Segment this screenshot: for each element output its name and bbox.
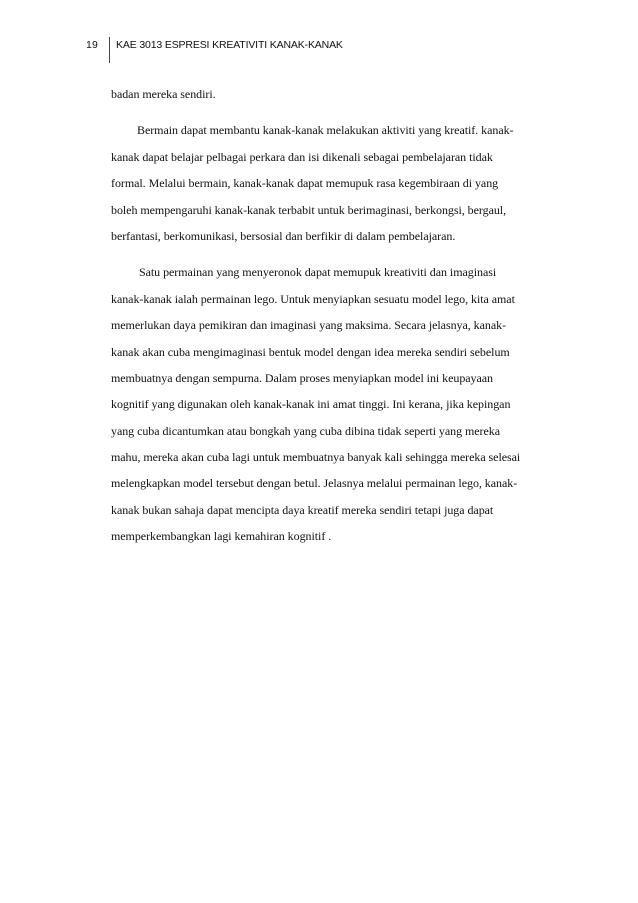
text-line: melengkapkan model tersebut dengan betul. Jelasnya melalui permainan lego, kanak- [111,476,518,491]
text-line: boleh mempengaruhi kanak-kanak terbabit untuk berimaginasi, berkongsi, bergaul, [111,202,507,217]
header-title: KAE 3013 ESPRESI KREATIVITI KANAK-KANAK [116,39,343,51]
paragraph-3 [111,259,541,549]
page-number: 19 [86,39,99,51]
paragraph-gap [111,249,541,259]
header-divider [109,37,110,63]
text-line: kanak akan cuba mengimaginasi bentuk model dengan idea mereka sendiri sebelum [111,344,510,359]
text-line: membuatnya dengan sempurna. Dalam proses menyiapkan model ini keupayaan [111,370,493,385]
text-line: Bermain dapat membantu kanak-kanak melakukan aktiviti yang kreatif. kanak- [137,123,514,138]
paragraph-gap [111,107,541,117]
text-line: berfantasi, berkomunikasi, bersosial dan berfikir di dalam pembelajaran. [111,228,456,243]
paragraph-2 [111,117,541,249]
text-line: kognitif yang digunakan oleh kanak-kanak ini amat tinggi. Ini kerana, jika kepingan [111,397,511,412]
text-line: yang cuba dicantumkan atau bongkah yang cuba dibina tidak seperti yang mereka [111,423,501,438]
text-line: memerlukan daya pemikiran dan imaginasi yang maksima. Secara jelasnya, kanak- [111,318,507,333]
text-line: Satu permainan yang menyeronok dapat memupuk kreativiti dan imaginasi [139,265,497,280]
page-header [0,37,638,67]
text-line: memperkembangkan lagi kemahiran kognitif . [111,529,332,544]
document-body [111,81,541,550]
text-line: formal. Melalui bermain, kanak-kanak dapat memupuk rasa kegembiraan di yang [111,176,499,191]
paragraph-1 [111,81,541,107]
text-line: mahu, mereka akan cuba lagi untuk membuatnya banyak kali sehingga mereka selesai [111,450,521,465]
text-line: badan mereka sendiri. [111,87,216,101]
text-line: kanak bukan sahaja dapat mencipta daya kreatif mereka sendiri tetapi juga dapat [111,502,494,517]
text-line: kanak dapat belajar pelbagai perkara dan isi dikenali sebagai pembelajaran tidak [111,149,493,164]
text-line: kanak-kanak ialah permainan lego. Untuk menyiapkan sesuatu model lego, kita amat [111,291,515,306]
